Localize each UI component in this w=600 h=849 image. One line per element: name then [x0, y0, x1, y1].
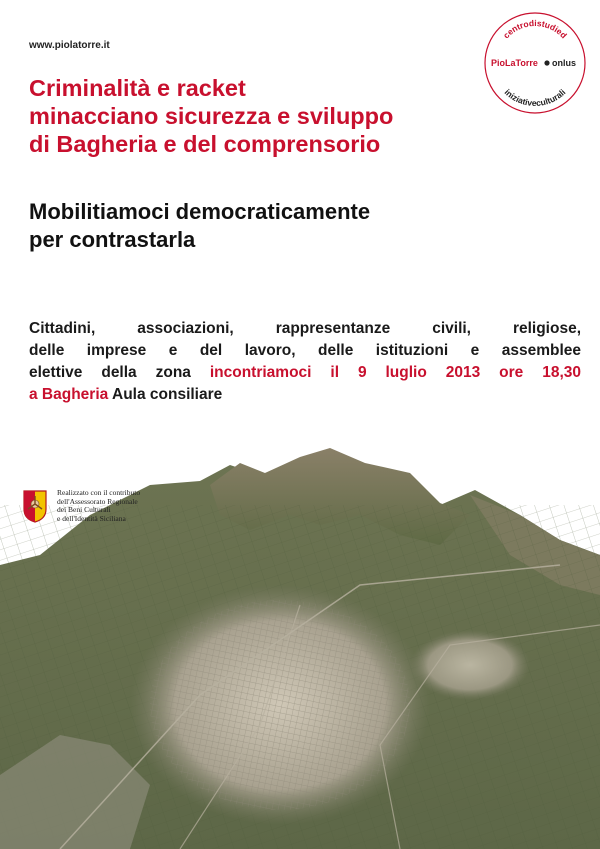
meeting-place: a Bagheria — [29, 386, 109, 403]
subheadline-line: Mobilitiamoci democraticamente — [29, 199, 371, 224]
logo-name-text: PioLaTorre — [491, 58, 538, 68]
website-url: www.piolatorre.it — [29, 40, 110, 51]
invitation-line: delle imprese e del lavoro, delle istituzioni e assemblee — [29, 342, 581, 359]
logo-dot — [544, 60, 549, 65]
meeting-room: Aula consiliare — [108, 386, 223, 403]
sponsor-line: Realizzato con il contributo — [57, 488, 141, 497]
invitation-line: Cittadini, associazioni, rappresentanze civili, religiose, — [29, 320, 581, 337]
logo-onlus-text: onlus — [552, 58, 576, 68]
subheadline — [29, 198, 549, 254]
sponsor-text — [57, 489, 217, 523]
invitation-line — [29, 362, 581, 384]
invitation-line — [29, 384, 581, 406]
sicily-region-crest-icon — [22, 489, 48, 523]
sponsor-line: e dell'Identità Siciliana — [57, 513, 126, 523]
headline-line: minacciano sicurezza e sviluppo — [29, 103, 394, 129]
invitation-text — [29, 318, 581, 406]
subheadline-line: per contrastarla — [29, 227, 196, 252]
meeting-datetime: incontriamoci il 9 luglio 2013 ore 18,30 — [209, 364, 581, 381]
headline-line: Criminalità e racket — [29, 75, 246, 101]
logo-ring-top-text: centrodistudied — [501, 17, 569, 41]
sponsor-credit — [22, 489, 222, 539]
sponsor-line: dei Beni Culturali — [57, 505, 111, 514]
headline — [29, 74, 559, 158]
logo-ring-bottom-text: iniziativeculturali — [502, 87, 568, 109]
invitation-text-part: elettive della zona — [29, 364, 210, 381]
headline-line: di Bagheria e del comprensorio — [29, 131, 381, 157]
sponsor-line: dell'Assessorato Regionale — [57, 496, 138, 506]
